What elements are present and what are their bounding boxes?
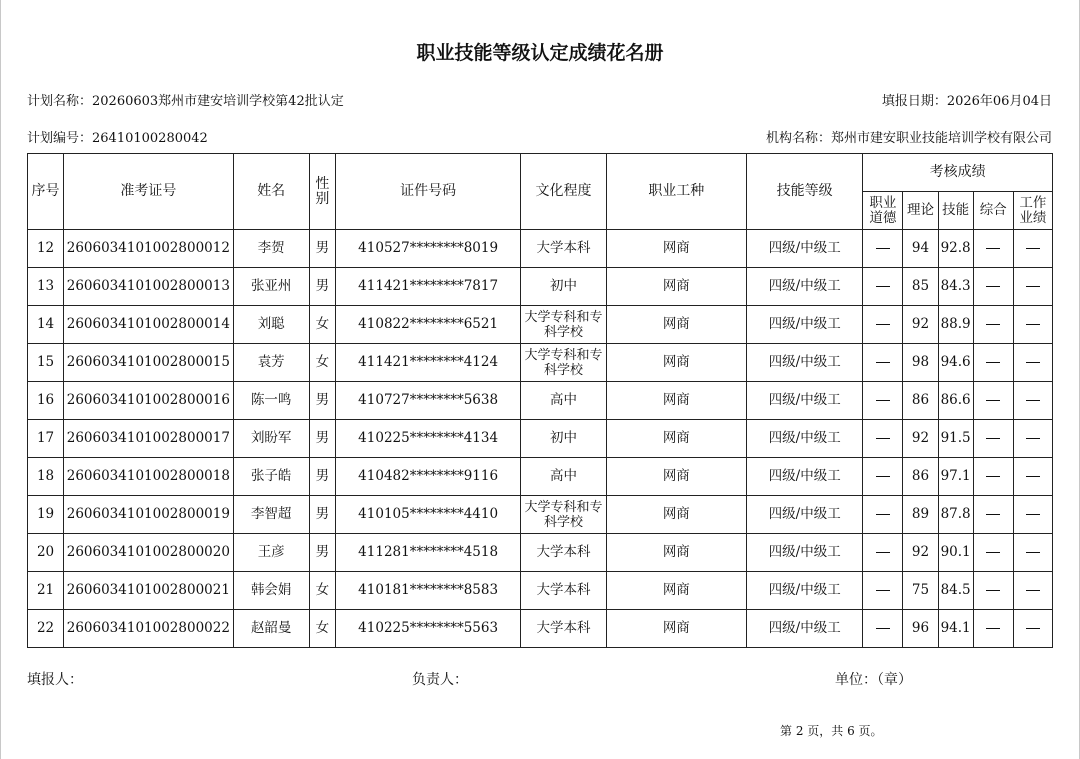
header-exam-no: 准考证号 [64, 154, 233, 230]
cell-gender: 男 [309, 382, 335, 420]
cell-performance [1013, 496, 1052, 534]
cell-skill: 84.5 [938, 572, 973, 610]
cell-seq: 16 [28, 382, 64, 420]
cell-name: 张亚州 [233, 268, 309, 306]
cell-education: 大学专科和专科学校 [521, 306, 606, 344]
empty-score-dash [986, 362, 1000, 363]
empty-score-dash [986, 590, 1000, 591]
cell-education: 大学本科 [521, 534, 606, 572]
cell-education: 大学专科和专科学校 [521, 496, 606, 534]
plan-number [27, 127, 208, 146]
header-scores: 考核成绩 [863, 154, 1053, 192]
cell-performance [1013, 534, 1052, 572]
cell-level: 四级/中级工 [747, 496, 863, 534]
cell-ethics [863, 420, 903, 458]
cell-occupation: 网商 [606, 344, 746, 382]
cell-education: 大学本科 [521, 230, 606, 268]
cell-skill: 94.6 [938, 344, 973, 382]
cell-overall [973, 496, 1013, 534]
cell-id-no: 411281********4518 [335, 534, 521, 572]
cell-name: 刘盼军 [233, 420, 309, 458]
empty-score-dash [876, 476, 890, 477]
plan-name-value: 20260603郑州市建安培训学校第42批认定 [92, 94, 344, 109]
header-gender: 性别 [309, 154, 335, 230]
empty-score-dash [876, 248, 890, 249]
cell-exam-no: 2606034101002800021 [64, 572, 233, 610]
empty-score-dash [1026, 324, 1040, 325]
cell-occupation: 网商 [606, 306, 746, 344]
cell-theory: 86 [903, 382, 938, 420]
cell-seq: 15 [28, 344, 64, 382]
organization-value: 郑州市建安职业技能培训学校有限公司 [830, 131, 1052, 146]
cell-name: 王彦 [233, 534, 309, 572]
cell-occupation: 网商 [606, 458, 746, 496]
fill-date [882, 90, 1052, 109]
cell-exam-no: 2606034101002800016 [64, 382, 233, 420]
cell-id-no: 410727********5638 [335, 382, 521, 420]
cell-level: 四级/中级工 [747, 610, 863, 648]
cell-theory: 92 [903, 420, 938, 458]
plan-number-value: 26410100280042 [92, 131, 208, 146]
cell-theory: 92 [903, 306, 938, 344]
cell-exam-no: 2606034101002800014 [64, 306, 233, 344]
cell-ethics [863, 534, 903, 572]
cell-ethics [863, 268, 903, 306]
empty-score-dash [1026, 438, 1040, 439]
cell-name: 李贺 [233, 230, 309, 268]
cell-education: 大学本科 [521, 572, 606, 610]
empty-score-dash [876, 590, 890, 591]
cell-seq: 12 [28, 230, 64, 268]
cell-performance [1013, 268, 1052, 306]
plan-name [27, 90, 344, 109]
empty-score-dash [986, 552, 1000, 553]
page-border-left [0, 0, 1, 759]
header-performance: 工作业绩 [1013, 192, 1052, 230]
filler-signature: 填报人： [27, 672, 83, 688]
cell-skill: 97.1 [938, 458, 973, 496]
empty-score-dash [1026, 476, 1040, 477]
responsible-signature: 负责人： [412, 672, 468, 688]
table-row [28, 610, 1053, 648]
cell-gender: 男 [309, 496, 335, 534]
empty-score-dash [876, 552, 890, 553]
fill-date-value: 2026年06月04日 [946, 94, 1052, 109]
cell-occupation: 网商 [606, 610, 746, 648]
cell-exam-no: 2606034101002800012 [64, 230, 233, 268]
empty-score-dash [986, 400, 1000, 401]
cell-education: 初中 [521, 268, 606, 306]
cell-gender: 男 [309, 230, 335, 268]
cell-gender: 女 [309, 610, 335, 648]
cell-level: 四级/中级工 [747, 382, 863, 420]
cell-overall [973, 458, 1013, 496]
cell-overall [973, 572, 1013, 610]
cell-education: 大学本科 [521, 610, 606, 648]
cell-skill: 84.3 [938, 268, 973, 306]
table-row [28, 382, 1053, 420]
cell-theory: 98 [903, 344, 938, 382]
empty-score-dash [876, 362, 890, 363]
cell-theory: 75 [903, 572, 938, 610]
cell-exam-no: 2606034101002800018 [64, 458, 233, 496]
empty-score-dash [986, 514, 1000, 515]
cell-ethics [863, 572, 903, 610]
cell-performance [1013, 572, 1052, 610]
header-overall: 综合 [973, 192, 1013, 230]
empty-score-dash [876, 438, 890, 439]
empty-score-dash [986, 248, 1000, 249]
cell-theory: 92 [903, 534, 938, 572]
cell-id-no: 410482********9116 [335, 458, 521, 496]
cell-name: 李智超 [233, 496, 309, 534]
organization-label: 机构名称： [765, 131, 831, 146]
cell-theory: 96 [903, 610, 938, 648]
cell-id-no: 410181********8583 [335, 572, 521, 610]
cell-ethics [863, 306, 903, 344]
cell-occupation: 网商 [606, 496, 746, 534]
cell-level: 四级/中级工 [747, 458, 863, 496]
cell-performance [1013, 610, 1052, 648]
table-row [28, 268, 1053, 306]
plan-number-label: 计划编号： [27, 131, 93, 146]
cell-occupation: 网商 [606, 534, 746, 572]
cell-level: 四级/中级工 [747, 268, 863, 306]
empty-score-dash [1026, 628, 1040, 629]
cell-gender: 男 [309, 534, 335, 572]
cell-education: 高中 [521, 458, 606, 496]
fill-date-label: 填报日期： [881, 94, 947, 109]
score-roster-table [27, 153, 1053, 648]
cell-education: 大学专科和专科学校 [521, 344, 606, 382]
cell-performance [1013, 458, 1052, 496]
cell-theory: 85 [903, 268, 938, 306]
cell-seq: 19 [28, 496, 64, 534]
table-row [28, 572, 1053, 610]
cell-exam-no: 2606034101002800020 [64, 534, 233, 572]
empty-score-dash [1026, 248, 1040, 249]
cell-name: 刘聪 [233, 306, 309, 344]
cell-theory: 94 [903, 230, 938, 268]
table-row [28, 458, 1053, 496]
cell-overall [973, 344, 1013, 382]
cell-overall [973, 534, 1013, 572]
header-theory: 理论 [903, 192, 938, 230]
cell-overall [973, 306, 1013, 344]
cell-overall [973, 382, 1013, 420]
header-id-no: 证件号码 [335, 154, 521, 230]
cell-occupation: 网商 [606, 572, 746, 610]
cell-seq: 13 [28, 268, 64, 306]
cell-gender: 女 [309, 344, 335, 382]
cell-level: 四级/中级工 [747, 306, 863, 344]
header-education: 文化程度 [521, 154, 606, 230]
empty-score-dash [1026, 286, 1040, 287]
cell-theory: 89 [903, 496, 938, 534]
empty-score-dash [876, 628, 890, 629]
cell-name: 赵韶曼 [233, 610, 309, 648]
cell-name: 袁芳 [233, 344, 309, 382]
table-row [28, 496, 1053, 534]
cell-gender: 女 [309, 572, 335, 610]
cell-skill: 87.8 [938, 496, 973, 534]
cell-ethics [863, 382, 903, 420]
empty-score-dash [876, 514, 890, 515]
cell-performance [1013, 420, 1052, 458]
cell-exam-no: 2606034101002800013 [64, 268, 233, 306]
cell-id-no: 410527********8019 [335, 230, 521, 268]
cell-education: 初中 [521, 420, 606, 458]
table-row [28, 230, 1053, 268]
cell-ethics [863, 230, 903, 268]
cell-name: 张子皓 [233, 458, 309, 496]
cell-seq: 20 [28, 534, 64, 572]
unit-stamp: 单位：（章） [835, 672, 912, 688]
empty-score-dash [986, 324, 1000, 325]
cell-exam-no: 2606034101002800019 [64, 496, 233, 534]
empty-score-dash [986, 286, 1000, 287]
cell-gender: 女 [309, 306, 335, 344]
header-level: 技能等级 [747, 154, 863, 230]
cell-performance [1013, 382, 1052, 420]
table-row [28, 420, 1053, 458]
cell-occupation: 网商 [606, 382, 746, 420]
empty-score-dash [876, 400, 890, 401]
cell-education: 高中 [521, 382, 606, 420]
cell-overall [973, 230, 1013, 268]
cell-skill: 86.6 [938, 382, 973, 420]
cell-level: 四级/中级工 [747, 344, 863, 382]
cell-performance [1013, 306, 1052, 344]
cell-skill: 92.8 [938, 230, 973, 268]
page-indicator: 第 2 页，共 6 页。 [780, 724, 883, 738]
cell-overall [973, 268, 1013, 306]
cell-gender: 男 [309, 420, 335, 458]
cell-level: 四级/中级工 [747, 230, 863, 268]
document-title: 职业技能等级认定成绩花名册 [416, 42, 664, 64]
empty-score-dash [1026, 362, 1040, 363]
cell-ethics [863, 344, 903, 382]
plan-name-label: 计划名称： [27, 94, 93, 109]
cell-performance [1013, 344, 1052, 382]
cell-id-no: 411421********7817 [335, 268, 521, 306]
empty-score-dash [876, 324, 890, 325]
cell-name: 韩会娟 [233, 572, 309, 610]
cell-seq: 14 [28, 306, 64, 344]
cell-skill: 91.5 [938, 420, 973, 458]
header-ethics: 职业道德 [863, 192, 903, 230]
cell-seq: 21 [28, 572, 64, 610]
cell-overall [973, 610, 1013, 648]
cell-gender: 男 [309, 458, 335, 496]
table-row [28, 306, 1053, 344]
cell-level: 四级/中级工 [747, 534, 863, 572]
cell-gender: 男 [309, 268, 335, 306]
table-row [28, 534, 1053, 572]
cell-occupation: 网商 [606, 230, 746, 268]
organization [766, 127, 1052, 146]
cell-ethics [863, 458, 903, 496]
header-skill: 技能 [938, 192, 973, 230]
cell-seq: 22 [28, 610, 64, 648]
cell-seq: 17 [28, 420, 64, 458]
header-name: 姓名 [233, 154, 309, 230]
cell-skill: 90.1 [938, 534, 973, 572]
empty-score-dash [876, 286, 890, 287]
cell-id-no: 410225********5563 [335, 610, 521, 648]
cell-id-no: 410225********4134 [335, 420, 521, 458]
cell-level: 四级/中级工 [747, 572, 863, 610]
cell-id-no: 410105********4410 [335, 496, 521, 534]
cell-theory: 86 [903, 458, 938, 496]
cell-exam-no: 2606034101002800015 [64, 344, 233, 382]
cell-id-no: 410822********6521 [335, 306, 521, 344]
cell-exam-no: 2606034101002800022 [64, 610, 233, 648]
header-occupation: 职业工种 [606, 154, 746, 230]
empty-score-dash [986, 476, 1000, 477]
table-body [28, 230, 1053, 648]
table-row [28, 344, 1053, 382]
cell-ethics [863, 496, 903, 534]
cell-skill: 88.9 [938, 306, 973, 344]
cell-seq: 18 [28, 458, 64, 496]
header-seq: 序号 [28, 154, 64, 230]
cell-ethics [863, 610, 903, 648]
empty-score-dash [1026, 552, 1040, 553]
cell-skill: 94.1 [938, 610, 973, 648]
empty-score-dash [986, 628, 1000, 629]
table-header-row [28, 154, 1053, 192]
cell-performance [1013, 230, 1052, 268]
empty-score-dash [1026, 400, 1040, 401]
cell-occupation: 网商 [606, 420, 746, 458]
empty-score-dash [1026, 590, 1040, 591]
empty-score-dash [1026, 514, 1040, 515]
cell-name: 陈一鸣 [233, 382, 309, 420]
cell-level: 四级/中级工 [747, 420, 863, 458]
cell-occupation: 网商 [606, 268, 746, 306]
empty-score-dash [986, 438, 1000, 439]
cell-id-no: 411421********4124 [335, 344, 521, 382]
cell-overall [973, 420, 1013, 458]
cell-exam-no: 2606034101002800017 [64, 420, 233, 458]
